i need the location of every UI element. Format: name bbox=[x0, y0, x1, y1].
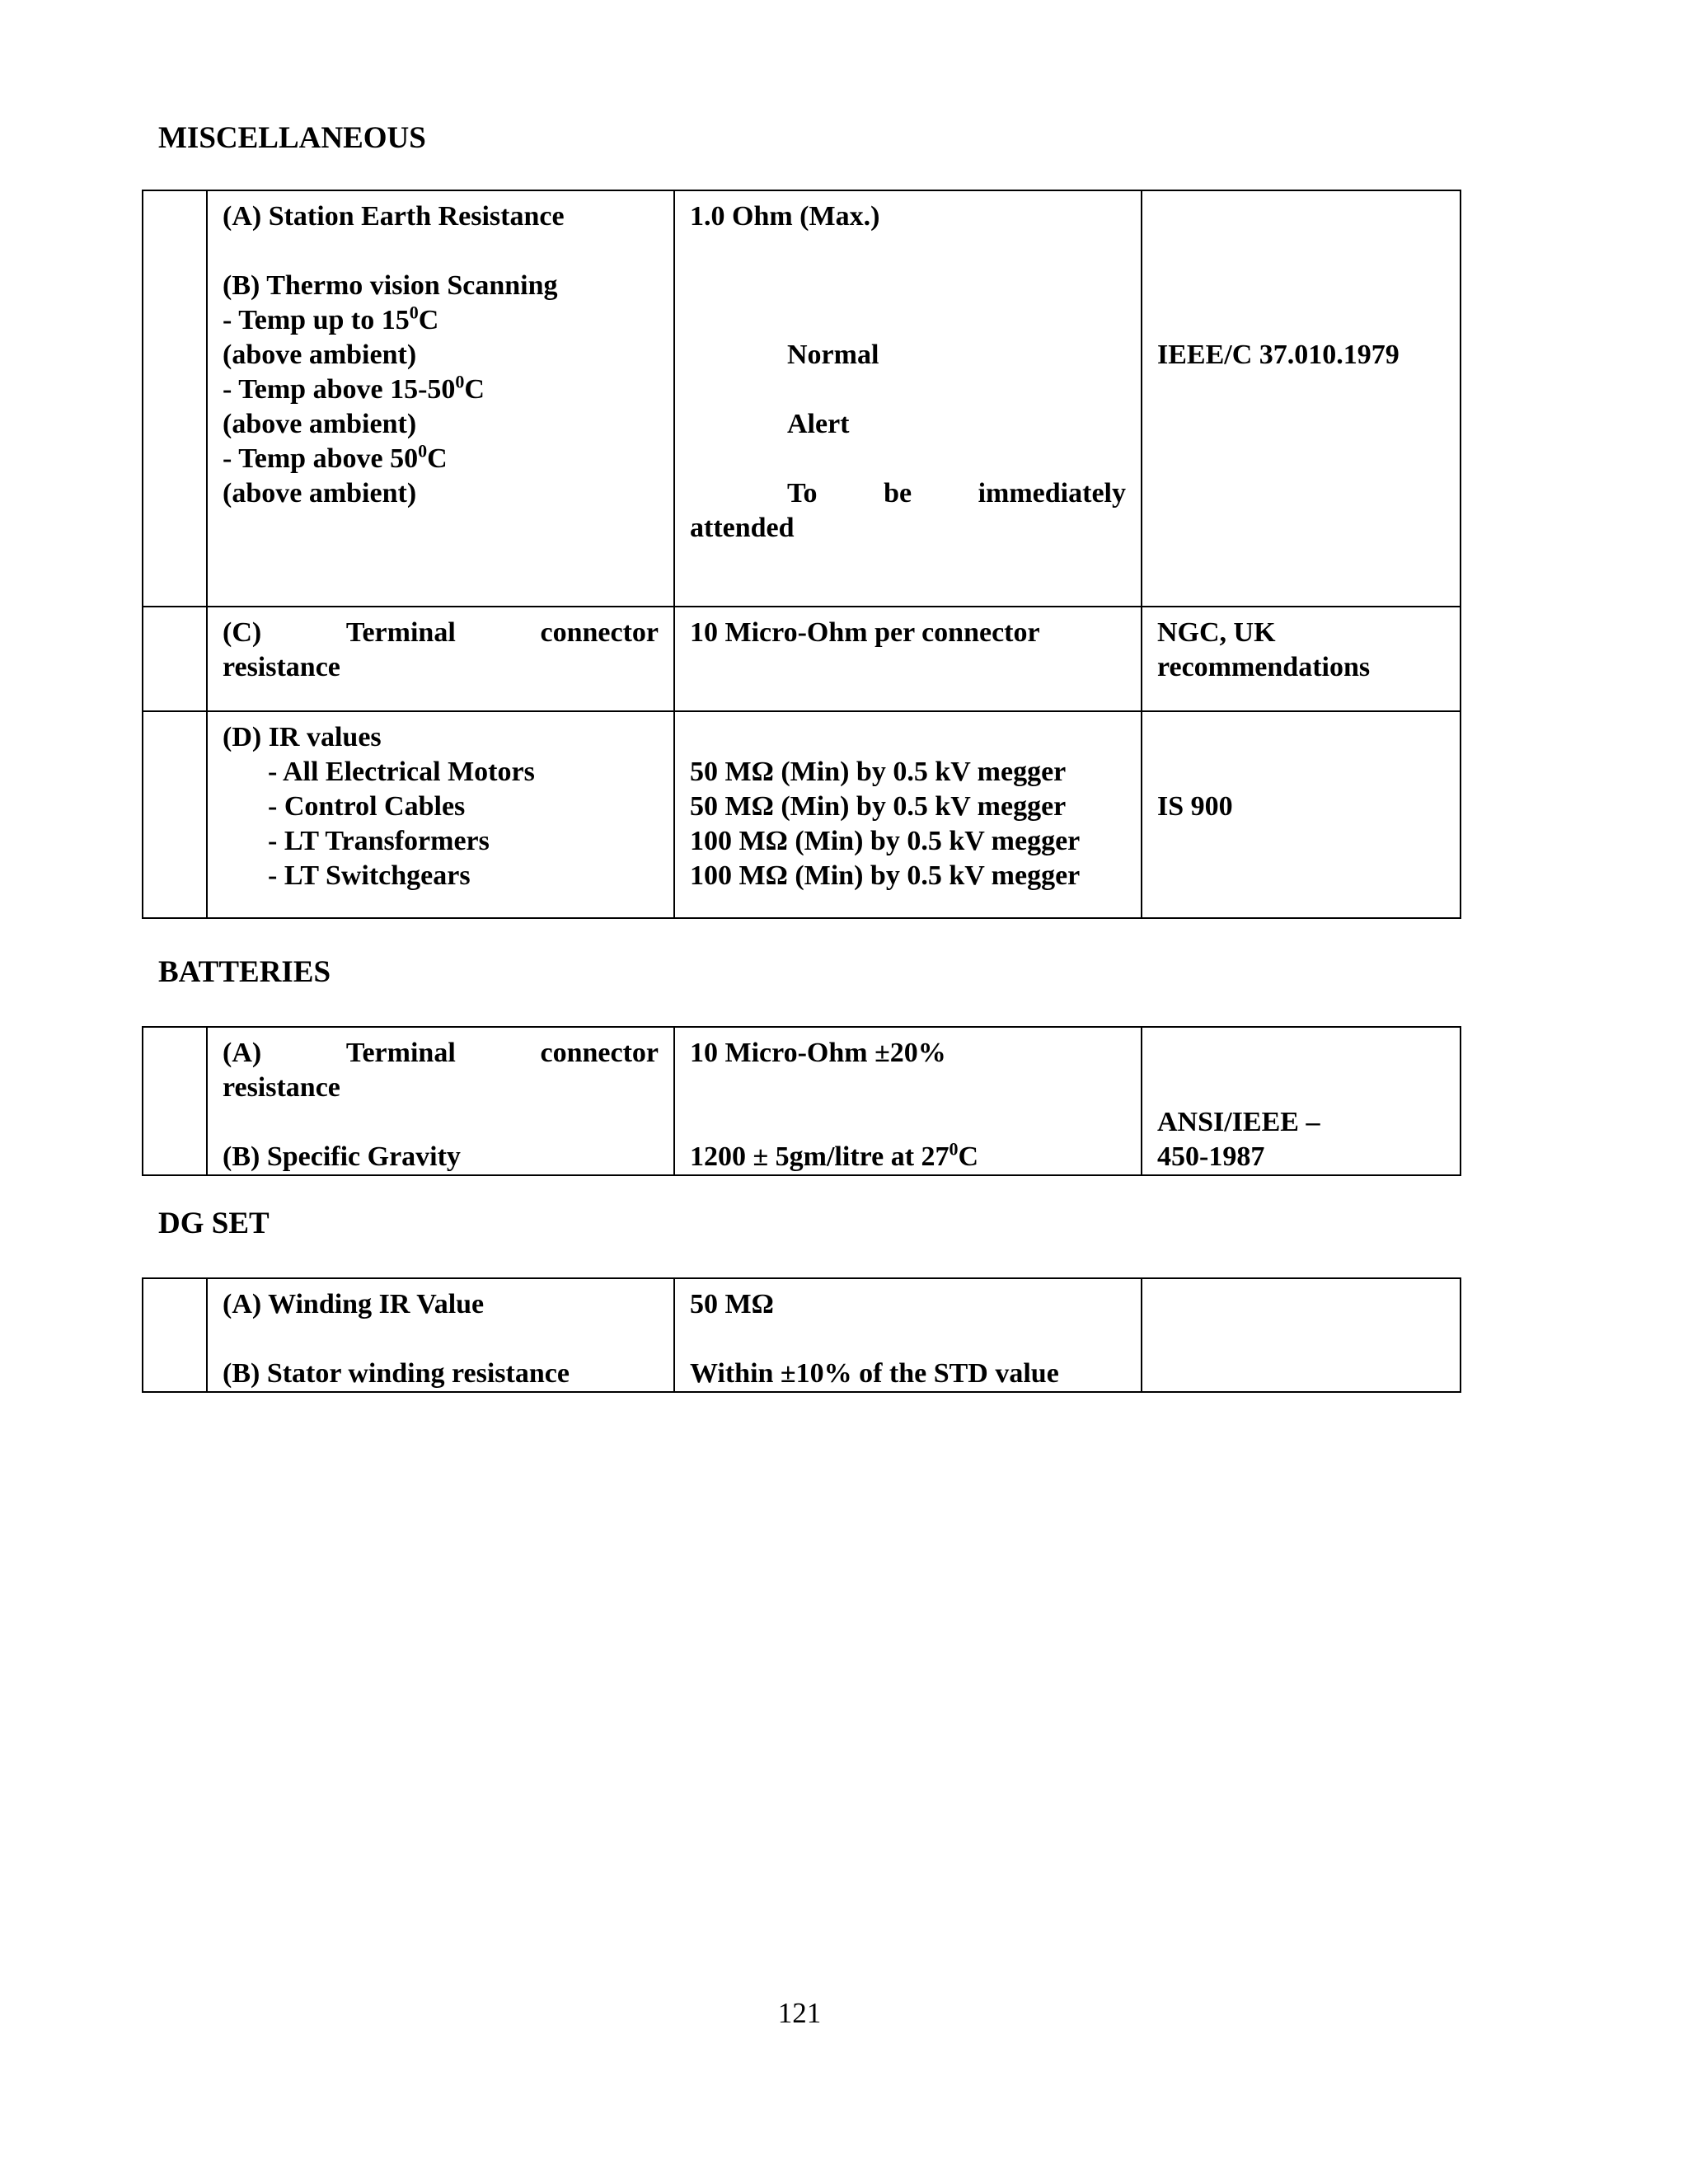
resistance-label: resistance bbox=[223, 652, 340, 682]
index-cell bbox=[143, 607, 207, 711]
table-row bbox=[143, 1278, 1461, 1392]
ir-value: 100 MΩ (Min) by 0.5 kV megger bbox=[690, 860, 1081, 891]
above-ambient-label: (above ambient) bbox=[223, 340, 417, 370]
page-number: 121 bbox=[777, 1997, 822, 2029]
specific-gravity-value: 1200 ± 5gm/litre at $27^0C$ bbox=[690, 1138, 979, 1172]
table-row bbox=[143, 711, 1461, 918]
standard-cell bbox=[1142, 607, 1461, 711]
stator-winding-value: Within ±10% of the STD value bbox=[690, 1358, 1059, 1389]
standard-cell bbox=[1142, 190, 1461, 607]
ieee-standard: IEEE/C 37.010.1979 bbox=[1157, 340, 1400, 370]
parameter-cell bbox=[207, 1278, 674, 1392]
ir-value: 100 MΩ (Min) by 0.5 kV megger bbox=[690, 826, 1081, 856]
terminal-connector-value: 10 Micro-Ohm ±20% bbox=[690, 1038, 946, 1068]
dg-set-table bbox=[142, 1277, 1461, 1393]
heading-batteries: BATTERIES bbox=[158, 955, 331, 989]
normal-value: Normal bbox=[787, 340, 879, 370]
above-ambient-label: (above ambient) bbox=[223, 409, 417, 439]
ir-value: 50 MΩ (Min) by 0.5 kV megger bbox=[690, 791, 1067, 822]
table-row bbox=[143, 190, 1461, 607]
list-item: - LT Switchgears bbox=[268, 860, 471, 891]
heading-dg-set: DG SET bbox=[158, 1207, 270, 1240]
parameter-cell bbox=[207, 190, 674, 607]
terminal-connector-label: (C) Terminal connector bbox=[223, 617, 659, 648]
terminal-connector-label: (A) Terminal connector bbox=[223, 1038, 659, 1068]
is-900-standard: IS 900 bbox=[1157, 791, 1233, 822]
list-item: - All Electrical Motors bbox=[268, 757, 535, 787]
value-cell bbox=[674, 1027, 1142, 1175]
parameter-cell bbox=[207, 607, 674, 711]
table-row bbox=[143, 607, 1461, 711]
temp-up-to-15-label: - Temp up to $15^0C$ bbox=[223, 302, 439, 335]
value-cell bbox=[674, 607, 1142, 711]
index-cell bbox=[143, 711, 207, 918]
index-cell bbox=[143, 1278, 207, 1392]
ir-values-label: (D) IR values bbox=[223, 722, 382, 752]
temp-above-50-label: - Temp above $50^0C$ bbox=[223, 440, 448, 474]
temp-15-50-label: - Temp above $15-50^0C$ bbox=[223, 371, 485, 405]
winding-ir-label: (A) Winding IR Value bbox=[223, 1289, 485, 1319]
parameter-cell bbox=[207, 711, 674, 918]
miscellaneous-table bbox=[142, 190, 1461, 919]
value-cell bbox=[674, 1278, 1142, 1392]
resistance-label: resistance bbox=[223, 1072, 340, 1103]
index-cell bbox=[143, 1027, 207, 1175]
thermo-vision-label: (B) Thermo vision Scanning bbox=[223, 270, 558, 301]
list-item: - Control Cables bbox=[268, 791, 466, 822]
ngc-standard: NGC, UK bbox=[1157, 617, 1276, 648]
standard-cell bbox=[1142, 1027, 1461, 1175]
immediate-attention-value: To be immediately bbox=[787, 478, 1126, 509]
station-earth-value: 1.0 Ohm (Max.) bbox=[690, 201, 880, 232]
list-item: - LT Transformers bbox=[268, 826, 490, 856]
batteries-table bbox=[142, 1026, 1461, 1176]
ngc-recommendations: recommendations bbox=[1157, 652, 1371, 682]
table-row bbox=[143, 1027, 1461, 1175]
ir-value: 50 MΩ (Min) by 0.5 kV megger bbox=[690, 757, 1067, 787]
winding-ir-value: 50 MΩ bbox=[690, 1289, 774, 1319]
attended-value: attended bbox=[690, 513, 795, 543]
station-earth-label: (A) Station Earth Resistance bbox=[223, 201, 565, 232]
standard-cell bbox=[1142, 711, 1461, 918]
above-ambient-label: (above ambient) bbox=[223, 478, 417, 509]
alert-value: Alert bbox=[787, 409, 850, 439]
standard-cell bbox=[1142, 1278, 1461, 1392]
value-cell bbox=[674, 190, 1142, 607]
specific-gravity-label: (B) Specific Gravity bbox=[223, 1141, 461, 1172]
index-cell bbox=[143, 190, 207, 607]
value-cell bbox=[674, 711, 1142, 918]
ansi-ieee-number: 450-1987 bbox=[1157, 1141, 1265, 1172]
terminal-connector-value: 10 Micro-Ohm per connector bbox=[690, 617, 1040, 648]
stator-winding-label: (B) Stator winding resistance bbox=[223, 1358, 570, 1389]
ansi-ieee-standard: ANSI/IEEE – bbox=[1157, 1107, 1320, 1137]
parameter-cell bbox=[207, 1027, 674, 1175]
heading-miscellaneous: MISCELLANEOUS bbox=[158, 121, 426, 155]
